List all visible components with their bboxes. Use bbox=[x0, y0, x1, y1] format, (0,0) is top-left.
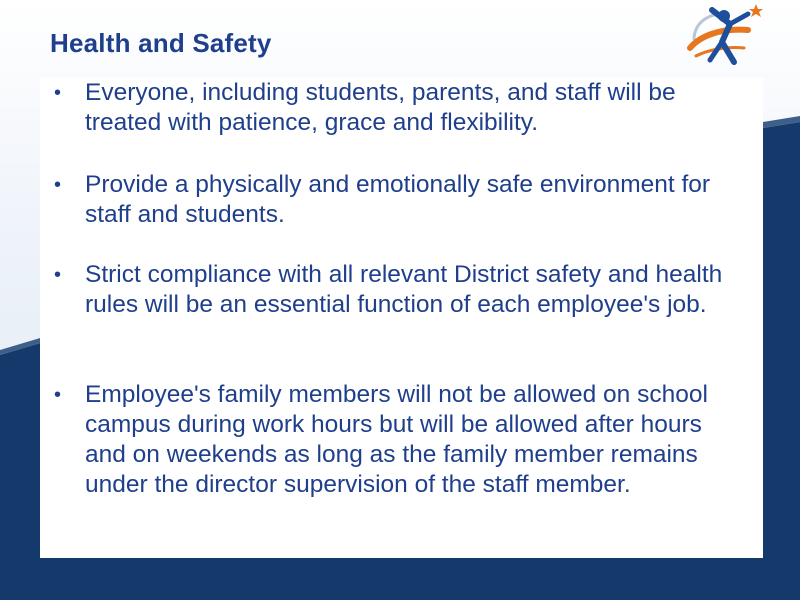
bullet-text: Everyone, including students, parents, and staff will be treated with patience, grace and flexibility. bbox=[85, 79, 676, 136]
bullet-dot: • bbox=[54, 384, 62, 406]
slide-title: Health and Safety bbox=[50, 28, 272, 58]
organization-logo-icon bbox=[686, 2, 766, 72]
bullet-item bbox=[40, 78, 763, 138]
bullet-item bbox=[40, 260, 763, 320]
bullet-text: Employee's family members will not be allowed on school campus during work hours but will be allowed after hours and on weekends as long as the family member remains under the director supervision of the staff member. bbox=[85, 381, 708, 498]
bullet-dot: • bbox=[54, 82, 62, 104]
bullet-dot: • bbox=[54, 174, 62, 196]
bullet-item bbox=[40, 170, 763, 230]
bullet-item bbox=[40, 380, 763, 500]
bullet-text: Provide a physically and emotionally safe environment for staff and students. bbox=[85, 171, 711, 228]
bullet-text: Strict compliance with all relevant District safety and health rules will be an essential function of each employee's job. bbox=[85, 261, 723, 318]
bullet-dot: • bbox=[54, 264, 62, 286]
content-box bbox=[40, 78, 763, 558]
